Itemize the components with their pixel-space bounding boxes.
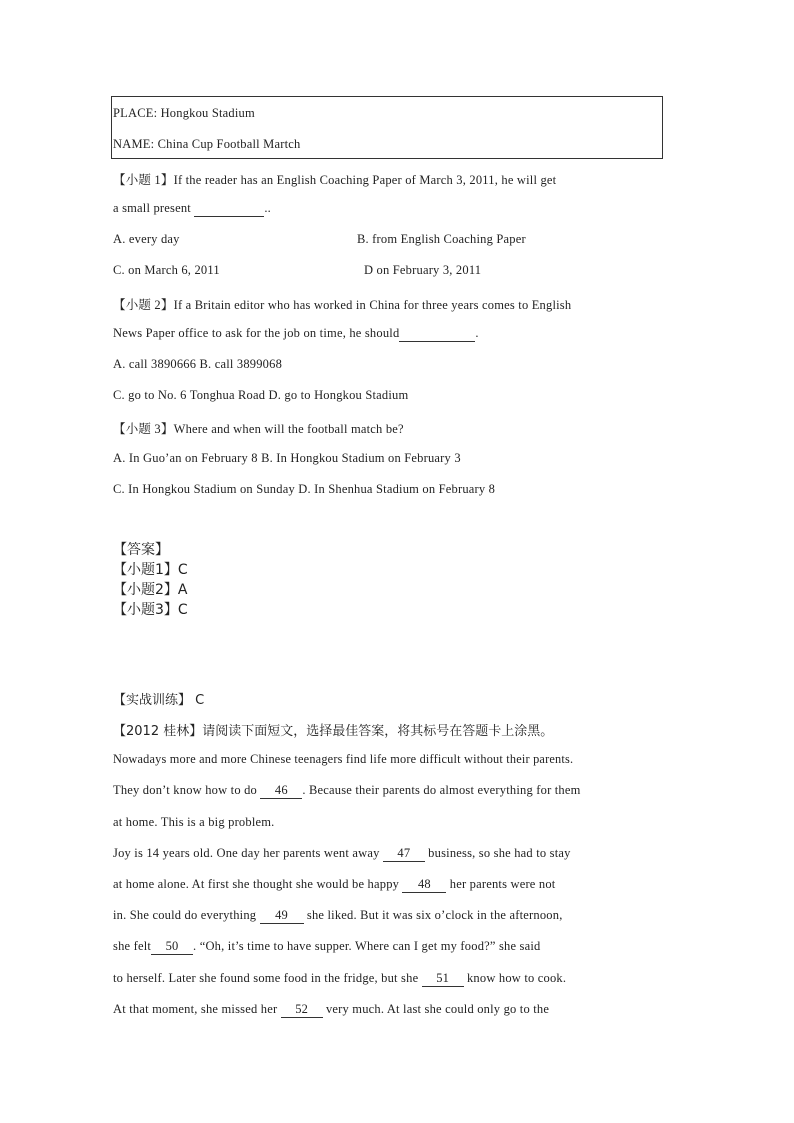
blank-47: 47 <box>383 846 425 862</box>
passage-text: Joy is 14 years old. One day her parents went away <box>113 846 383 860</box>
answer-q3: 【小题3】C <box>113 602 188 618</box>
blank-52: 52 <box>281 1002 323 1018</box>
q2-stem-line1: 【小题 2】If a Britain editor who has worked in China for three years comes to English <box>113 298 572 312</box>
passage-line-4 <box>113 846 571 862</box>
q1-option-a: A. every day <box>113 232 180 246</box>
blank-46: 46 <box>260 783 302 799</box>
blank-48: 48 <box>402 877 446 893</box>
passage-text: very much. At last she could only go to the <box>322 1002 550 1016</box>
passage-text: at home alone. At first she thought she would be happy <box>113 877 403 891</box>
q1-stem-line1: 【小题 1】If the reader has an English Coaching Paper of March 3, 2011, he will get <box>113 173 557 187</box>
passage-line-6 <box>113 908 563 924</box>
q2-stem-suffix: . <box>475 326 479 340</box>
q2-options-cd: C. go to No. 6 Tonghua Road D. go to Hongkou Stadium <box>113 388 409 402</box>
passage-line-5 <box>113 877 555 893</box>
passage-text: in. She could do everything <box>113 908 260 922</box>
q3-options-cd: C. In Hongkou Stadium on Sunday D. In Shenhua Stadium on February 8 <box>113 482 496 496</box>
passage-text: They don’t know how to do <box>113 783 261 797</box>
answer-heading: 【答案】 <box>113 542 169 558</box>
passage-text: she liked. But it was six o’clock in the afternoon, <box>303 908 563 922</box>
passage-line-7 <box>113 939 541 955</box>
passage-line-2 <box>113 783 581 799</box>
q2-answer-blank <box>399 326 475 342</box>
blank-51: 51 <box>422 971 464 987</box>
passage-text: she felt <box>113 939 152 953</box>
answer-q1: 【小题1】C <box>113 562 188 578</box>
place-line: PLACE: Hongkou Stadium <box>113 106 255 120</box>
q3-options-ab: A. In Guo’an on February 8 B. In Hongkou Stadium on February 3 <box>113 451 461 465</box>
passage-text: to herself. Later she found some food in the fridge, but she <box>113 971 422 985</box>
blank-49: 49 <box>260 908 304 924</box>
passage-text: . “Oh, it’s time to have supper. Where can I get my food?” she said <box>193 939 541 953</box>
q3-stem: 【小题 3】Where and when will the football match be? <box>113 422 404 436</box>
q1-option-c: C. on March 6, 2011 <box>113 263 220 277</box>
passage-text: . Because their parents do almost everything for them <box>302 783 581 797</box>
passage-line-1: Nowadays more and more Chinese teenagers find life more difficult without their parents. <box>113 752 574 766</box>
passage-text: business, so she had to stay <box>424 846 571 860</box>
q2-stem-prefix: News Paper office to ask for the job on time, he should <box>113 326 400 340</box>
passage-text: her parents were not <box>446 877 556 891</box>
q2-options-ab: A. call 3890666 B. call 3899068 <box>113 357 283 371</box>
passage-text: At that moment, she missed her <box>113 1002 281 1016</box>
q1-option-b: B. from English Coaching Paper <box>357 232 526 246</box>
q1-stem-prefix: a small present <box>113 201 195 215</box>
q1-stem-line2 <box>113 201 271 217</box>
passage-line-3: at home. This is a big problem. <box>113 815 275 829</box>
q1-stem-suffix: .. <box>264 201 271 215</box>
practice-source: 【2012 桂林】请阅读下面短文，选择最佳答案，将其标号在答题卡上涂黑。 <box>113 724 554 739</box>
q1-option-d: D on February 3, 2011 <box>364 263 482 277</box>
answer-q2: 【小题2】A <box>113 582 188 598</box>
passage-line-9 <box>113 1002 549 1018</box>
q2-stem-line2 <box>113 326 479 342</box>
passage-line-8 <box>113 971 566 987</box>
q1-answer-blank <box>194 201 264 217</box>
practice-heading: 【实战训练】 C <box>113 693 205 708</box>
name-line: NAME: China Cup Football Martch <box>113 137 301 151</box>
passage-text: know how to cook. <box>463 971 567 985</box>
blank-50: 50 <box>151 939 193 955</box>
